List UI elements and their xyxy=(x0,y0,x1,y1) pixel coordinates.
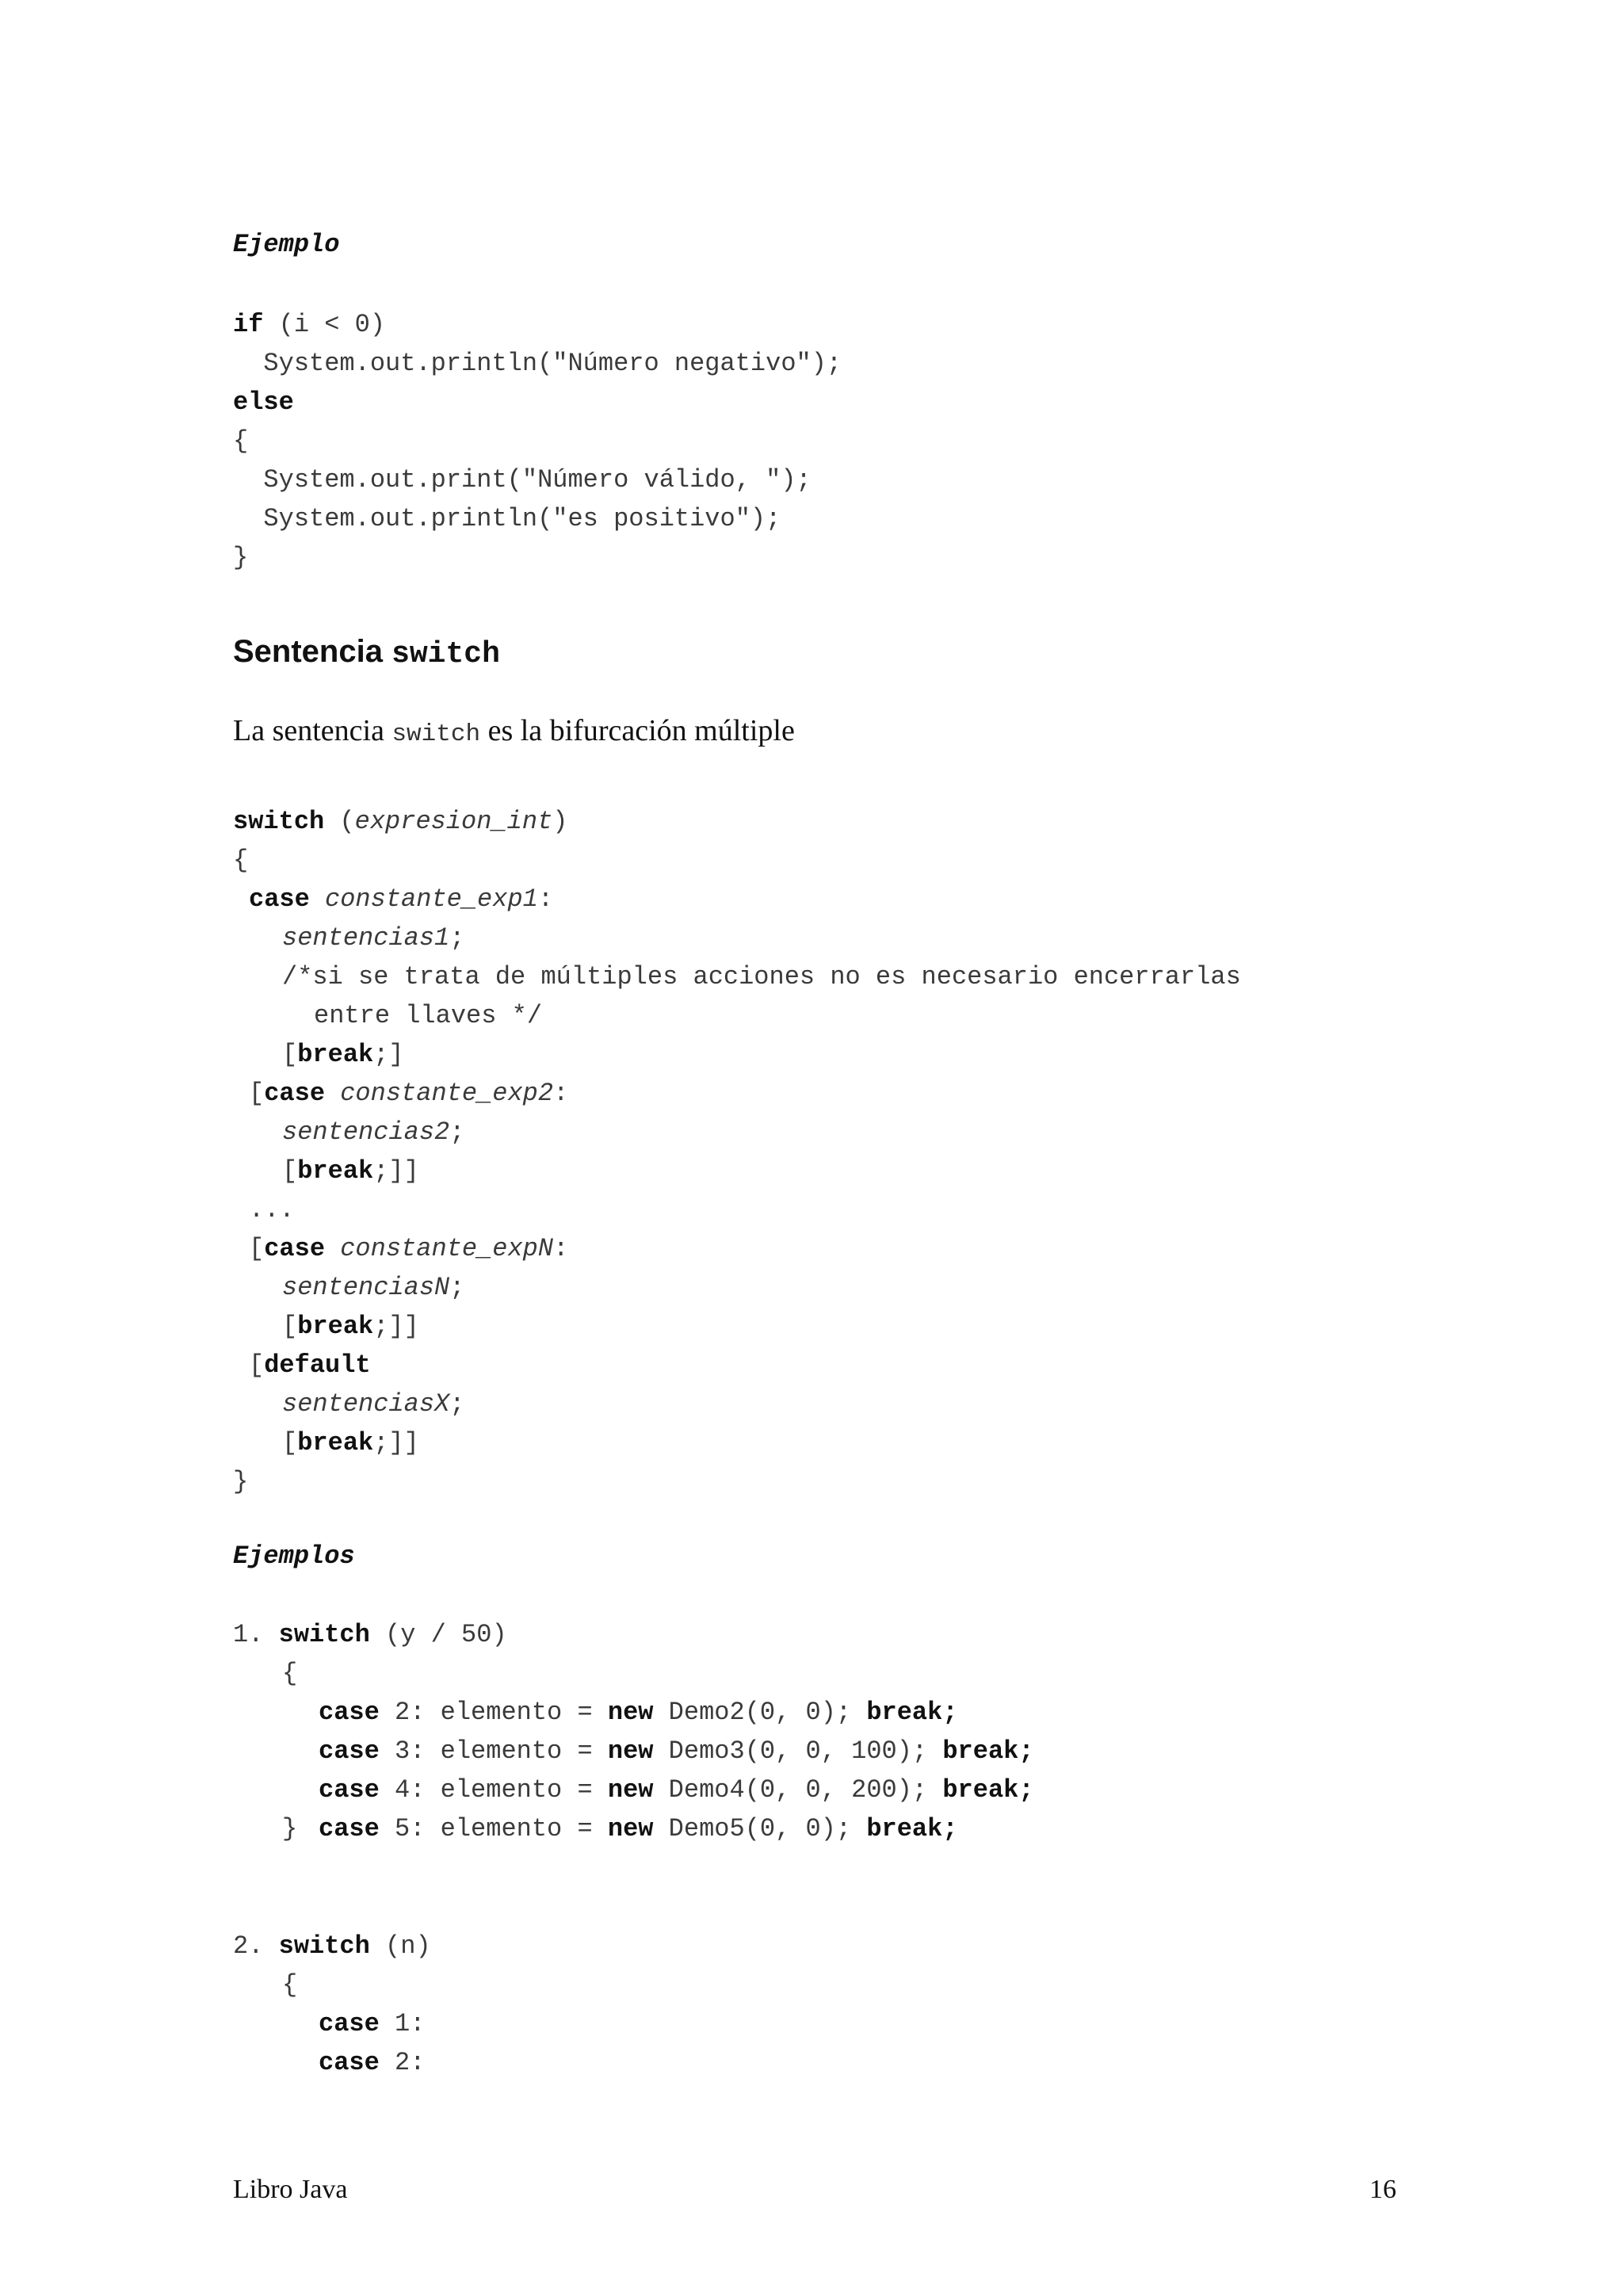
code-line xyxy=(249,1229,568,1268)
code-line xyxy=(233,305,385,344)
constructor-call: Demo5(0, 0); xyxy=(653,1814,867,1843)
para-text: es la bifurcación múltiple xyxy=(480,714,795,747)
para-text: La sentencia xyxy=(233,714,392,747)
keyword-break: break xyxy=(297,1428,374,1457)
heading-code: switch xyxy=(391,637,500,671)
code-line xyxy=(282,1423,419,1462)
code-block-example-2 xyxy=(233,1927,431,2077)
keyword-case: case xyxy=(319,2048,380,2077)
examples-label: Ejemplos xyxy=(233,1541,355,1571)
code-line xyxy=(282,1268,464,1307)
bracket: [ xyxy=(249,1234,265,1263)
code-line: } xyxy=(282,1814,298,1843)
code-line xyxy=(282,1152,419,1190)
case-assignment: 4: elemento = xyxy=(379,1775,608,1805)
code-line xyxy=(282,1307,419,1346)
keyword-case: case xyxy=(264,1079,326,1108)
constant: constante_exp2 xyxy=(340,1079,554,1108)
bracket: [ xyxy=(282,1428,298,1457)
case-row xyxy=(319,1693,958,1732)
semicolon: ; xyxy=(449,1117,465,1147)
case-value: 2: xyxy=(379,2048,426,2077)
code-line: System.out.print("Número válido, "); xyxy=(233,465,812,495)
code-line: { xyxy=(282,1970,298,2000)
bracket: ]] xyxy=(388,1428,419,1457)
code-block-example-1 xyxy=(233,1615,1034,1843)
code-block-if-else xyxy=(233,305,842,572)
code-line: { xyxy=(282,1659,298,1688)
keyword-new: new xyxy=(607,1814,654,1843)
code-line: System.out.println("es positivo"); xyxy=(233,504,781,533)
keyword-new: new xyxy=(607,1698,654,1727)
keyword-else: else xyxy=(233,388,294,417)
code-line: } xyxy=(233,543,249,572)
intro-paragraph xyxy=(233,713,795,748)
code-line xyxy=(319,2043,425,2082)
semicolon: ; xyxy=(373,1428,389,1457)
keyword-case: case xyxy=(319,2009,380,2038)
code-line xyxy=(249,880,553,919)
constructor-call: Demo2(0, 0); xyxy=(653,1698,867,1727)
page-number: 16 xyxy=(1369,2175,1396,2204)
code-line: { xyxy=(233,426,249,456)
keyword-switch: switch xyxy=(278,1931,370,1961)
semicolon: ; xyxy=(449,1389,465,1419)
para-code: switch xyxy=(391,720,481,748)
colon: : xyxy=(553,1234,569,1263)
keyword-break: break; xyxy=(942,1736,1034,1766)
semicolon: ; xyxy=(373,1040,389,1069)
keyword-case: case xyxy=(264,1234,326,1263)
paren: ) xyxy=(552,807,568,836)
semicolon: ; xyxy=(449,923,465,953)
keyword-case: case xyxy=(319,1698,380,1727)
colon: : xyxy=(553,1079,569,1108)
code-line xyxy=(249,1346,371,1385)
statements: sentenciasN xyxy=(282,1273,450,1302)
bracket: [ xyxy=(249,1350,265,1380)
keyword-break: break; xyxy=(866,1814,958,1843)
keyword-new: new xyxy=(607,1736,654,1766)
keyword-case: case xyxy=(249,884,310,914)
constant: constante_exp1 xyxy=(325,884,538,914)
code-line: { xyxy=(233,846,249,875)
code-comment: entre llaves */ xyxy=(314,1001,543,1030)
keyword-break: break; xyxy=(866,1698,958,1727)
semicolon: ; xyxy=(373,1156,389,1186)
case-assignment: 2: elemento = xyxy=(379,1698,608,1727)
code-line xyxy=(233,1615,507,1654)
statements: sentencias2 xyxy=(282,1117,450,1147)
keyword-break: break xyxy=(297,1312,374,1341)
example-label: Ejemplo xyxy=(233,230,340,259)
list-number: 1. xyxy=(233,1620,264,1649)
semicolon: ; xyxy=(449,1273,465,1302)
code-line xyxy=(282,919,464,957)
statements: sentencias1 xyxy=(282,923,450,953)
code-line: } xyxy=(233,1467,249,1496)
constructor-call: Demo4(0, 0, 200); xyxy=(653,1775,943,1805)
keyword-break: break xyxy=(297,1040,374,1069)
code-line xyxy=(233,383,294,422)
code-line xyxy=(282,1385,464,1423)
code-line xyxy=(319,2004,425,2043)
case-row xyxy=(319,1771,1034,1809)
keyword-break: break; xyxy=(942,1775,1034,1805)
keyword-new: new xyxy=(607,1775,654,1805)
semicolon: ; xyxy=(373,1312,389,1341)
keyword-break: break xyxy=(297,1156,374,1186)
code-line xyxy=(282,1113,464,1152)
bracket: ]] xyxy=(388,1156,419,1186)
keyword-case: case xyxy=(319,1775,380,1805)
colon: : xyxy=(537,884,554,914)
case-row xyxy=(319,1809,958,1848)
constant: constante_expN xyxy=(340,1234,554,1263)
if-condition: (i < 0) xyxy=(263,310,386,339)
keyword-switch: switch xyxy=(278,1620,370,1649)
keyword-if: if xyxy=(233,310,264,339)
switch-condition: (y / 50) xyxy=(369,1620,507,1649)
case-value: 1: xyxy=(379,2009,426,2038)
bracket: ]] xyxy=(388,1312,419,1341)
case-row xyxy=(319,1732,1034,1771)
keyword-default: default xyxy=(264,1350,371,1380)
footer-book-title: Libro Java xyxy=(233,2175,348,2204)
keyword-case: case xyxy=(319,1814,380,1843)
code-line xyxy=(233,802,567,841)
code-block-switch-syntax xyxy=(233,802,1241,1496)
code-line xyxy=(233,1927,431,1966)
code-line xyxy=(282,1035,404,1074)
code-line xyxy=(249,1074,568,1113)
statements: sentenciasX xyxy=(282,1389,450,1419)
bracket: [ xyxy=(282,1156,298,1186)
code-line: ... xyxy=(249,1195,295,1224)
bracket: [ xyxy=(282,1312,298,1341)
section-heading xyxy=(233,634,500,671)
constructor-call: Demo3(0, 0, 100); xyxy=(653,1736,943,1766)
bracket: [ xyxy=(282,1040,298,1069)
keyword-case: case xyxy=(319,1736,380,1766)
expr: expresion_int xyxy=(354,807,553,836)
heading-text: Sentencia xyxy=(233,634,392,669)
list-number: 2. xyxy=(233,1931,264,1961)
case-assignment: 5: elemento = xyxy=(379,1814,608,1843)
keyword-switch: switch xyxy=(233,807,325,836)
case-assignment: 3: elemento = xyxy=(379,1736,608,1766)
code-comment: /*si se trata de múltiples acciones no es necesario encerrarlas xyxy=(282,962,1241,991)
paren: ( xyxy=(324,807,355,836)
bracket: ] xyxy=(388,1040,404,1069)
code-line: System.out.println("Número negativo"); xyxy=(233,349,842,378)
bracket: [ xyxy=(249,1079,265,1108)
switch-condition: (n) xyxy=(369,1931,431,1961)
